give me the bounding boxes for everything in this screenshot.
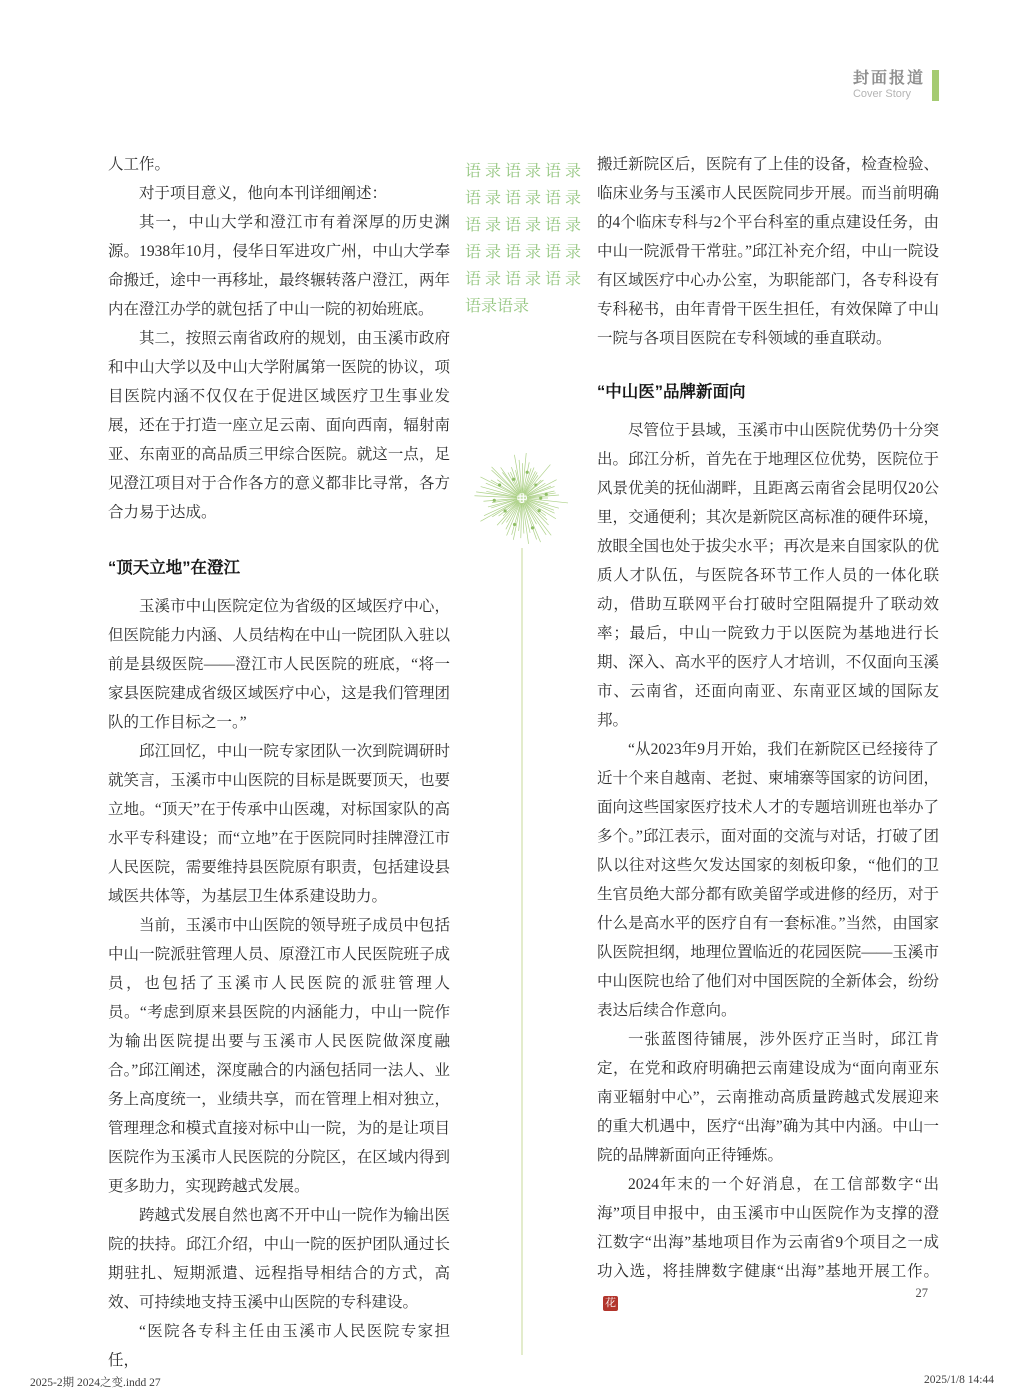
paragraph: 对于项目意义，他向本刊详细阐述： xyxy=(139,185,388,202)
quote-line: 语录语录语录 xyxy=(465,163,586,180)
page-number: 27 xyxy=(915,1286,928,1300)
section-heading: “中山医”品牌新面向 xyxy=(597,383,746,401)
paragraph: 其一，中山大学和澄江市有着深厚的历史渊源。1938年10月，侵华日军进攻广州，中山大学奉命搬迁，途中一再移址，最终辗转落户澄江，两年内在澄江办学的就包括了中山一院的初始班底。 xyxy=(108,214,450,318)
paragraph: 一张蓝图待铺展，涉外医疗正当时，邱江肯定，在党和政府明确把云南建设成为“面向南亚东南亚辐射中心”，云南推动高质量跨越式发展迎来的重大机遇中，医疗“出海”确为其中内涵。中山一院的品牌新面向正待锤炼。 xyxy=(597,1031,939,1164)
quote-line: 语录语录语录 xyxy=(465,190,586,207)
paragraph: 其二，按照云南省政府的规划，由玉溪市政府和中山大学以及中山大学附属第一医院的协议，项目医院内涵不仅仅在于促进区域医疗卫生事业发展，还在于打造一座立足云南、面向西南，辐射南亚、东南亚的高品质三甲综合医院。就这一点，足见澄江项目对于合作各方的意义都非比寻常，各方合力易于达成。 xyxy=(108,330,450,521)
footer-filename: 2025-2期 2024之变.indd 27 xyxy=(30,1377,161,1389)
paragraph: “从2023年9月开始，我们在新院区已经接待了近十个来自越南、老挝、柬埔寨等国家的访问团，面向这些国家医疗技术人才的专题培训班也举办了多个。”邱江表示，面对面的交流与对话，打破了团队以往对这些欠发达国家的刻板印象，“他们的卫生官员绝大部分都有欧美留学或进修的经历，对于什么是高水平的医疗自有一套标准。”当然，由国家队医院担纲，地理位置临近的花园医院——玉溪市中山医院也给了他们对中国医院的全新体会，纷纷表达后续合作意向。 xyxy=(597,741,939,1019)
section-heading: “顶天立地”在澄江 xyxy=(108,559,240,577)
page-footer xyxy=(30,1374,994,1390)
paragraph: “医院各专科主任由玉溪市人民医院专家担任， xyxy=(108,1323,450,1369)
paragraph: 当前，玉溪市中山医院的领导班子成员中包括中山一院派驻管理人员、原澄江市人民医院班子成员，也包括了玉溪市人民医院的派驻管理人员。“考虑到原来县医院的内涵能力，中山一院作为输出医院提出要与玉溪市人民医院做深度融合。”邱江阐述，深度融合的内涵包括同一法人、业务上高度统一，业绩共享，而在管理上相对独立，管理理念和模式直接对标中山一院，为的是让项目医院作为玉溪市人民医院的分院区，在区域内得到更多助力，实现跨越式发展。 xyxy=(108,917,450,1195)
quote-line: 语录语录语录 xyxy=(465,217,586,234)
paragraph: 人工作。 xyxy=(108,156,171,173)
article-end-seal-icon: 花 xyxy=(605,1297,616,1309)
dandelion-illustration xyxy=(462,436,582,1358)
right-column xyxy=(597,150,939,1315)
paragraph: 搬迁新院区后，医院有了上佳的设备，检查检验、临床业务与玉溪市人民医院同步开展。而当前明确的4个临床专科与2个平台科室的重点建设任务，由中山一院派骨干常驻。”邱江补充介绍，中山一院设有区域医疗中心办公室，为职能部门，各专科设有专科秘书，由年青骨干医生担任，有效保障了中山一院与各项目医院在专科领域的垂直联动。 xyxy=(597,156,939,347)
paragraph: 邱江回忆，中山一院专家团队一次到院调研时就笑言，玉溪市中山医院的目标是既要顶天，也要立地。“顶天”在于传承中山医魂，对标国家队的高水平专科建设；而“立地”在于医院同时挂牌澄江市人民医院，需要维持县医院原有职责，包括建设县域医共体等，为基层卫生体系建设助力。 xyxy=(108,743,450,905)
left-column xyxy=(108,150,450,1375)
footer-datetime: 2025/1/8 14:44 xyxy=(924,1374,994,1386)
quote-line: 语录语录语录 xyxy=(465,271,586,288)
paragraph: 跨越式发展自然也离不开中山一院作为输出医院的扶持。邱江介绍，中山一院的医护团队通过长期驻扎、短期派遣、远程指导相结合的方式，高效、可持续地支持玉溪中山医院的专科建设。 xyxy=(108,1207,450,1311)
quote-line: 语录语录 xyxy=(465,298,530,315)
quote-line: 语录语录语录 xyxy=(465,244,586,261)
section-title-block xyxy=(853,70,925,101)
paragraph: 玉溪市中山医院定位为省级的区域医疗中心，但医院能力内涵、人员结构在中山一院团队入驻以前是县级医院——澄江市人民医院的班底，“将一家县医院建成省级区域医疗中心，这是我们管理团队的工作目标之一。” xyxy=(108,598,450,731)
section-accent-bar xyxy=(932,70,939,101)
section-title-en: Cover Story xyxy=(852,88,912,100)
page-header xyxy=(853,70,939,101)
paragraph: 2024年末的一个好消息，在工信部数字“出海”项目申报中，由玉溪市中山医院作为支撑的澄江数字“出海”基地项目作为云南省9个项目之一成功入选，将挂牌数字健康“出海”基地开展工作。花 xyxy=(597,1176,939,1309)
pull-quote-placeholder xyxy=(465,158,595,320)
paragraph: 尽管位于县域，玉溪市中山医院优势仍十分突出。邱江分析，首先在于地理区位优势，医院位于风景优美的抚仙湖畔，且距离云南省会昆明仅20公里，交通便利；其次是新院区高标准的硬件环境，放眼全国也处于拔尖水平；再次是来自国家队的优质人才队伍，与医院各环节工作人员的一体化联动，借助互联网平台打破时空阻隔提升了联动效率；最后，中山一院致力于以医院为基地进行长期、深入、高水平的医疗人才培训，不仅面向玉溪市、云南省，还面向南亚、东南亚区域的国际友邦。 xyxy=(597,422,939,729)
section-title-cn: 封面报道 xyxy=(852,70,925,87)
